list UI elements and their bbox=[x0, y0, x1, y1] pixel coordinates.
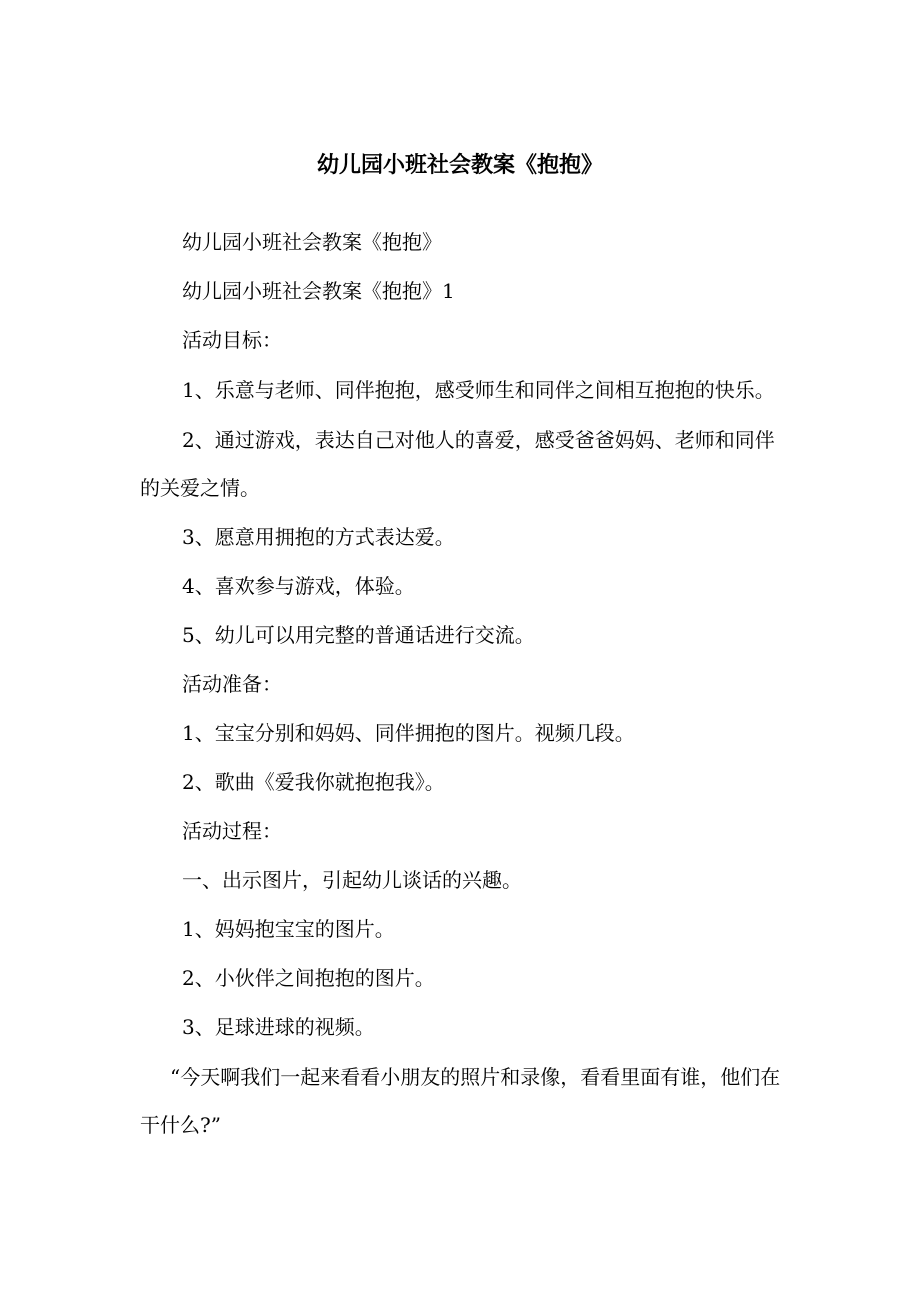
paragraph-goal-3: 3、愿意用拥抱的方式表达爱。 bbox=[182, 525, 455, 549]
paragraph-quote: “今天啊我们一起来看看小朋友的照片和录像，看看里面有谁，他们在干什么?” bbox=[140, 1065, 781, 1137]
paragraph-process-item-1: 1、妈妈抱宝宝的图片。 bbox=[182, 917, 395, 941]
paragraph-subtitle: 幼儿园小班社会教案《抱抱》 bbox=[182, 230, 442, 254]
paragraph-goal-4: 4、喜欢参与游戏，体验。 bbox=[182, 574, 415, 598]
paragraph-process-step-1: 一、出示图片，引起幼儿谈话的兴趣。 bbox=[182, 868, 522, 892]
paragraph-goal-1: 1、乐意与老师、同伴抱抱，感受师生和同伴之间相互抱抱的快乐。 bbox=[182, 378, 775, 402]
paragraph-process-item-3: 3、足球进球的视频。 bbox=[182, 1015, 375, 1039]
paragraph-goal-2: 2、通过游戏，表达自己对他人的喜爱，感受爸爸妈妈、老师和同伴的关爱之情。 bbox=[140, 428, 775, 500]
paragraph-prep-heading: 活动准备： bbox=[182, 672, 282, 696]
paragraph-goal-5: 5、幼儿可以用完整的普通话进行交流。 bbox=[182, 623, 535, 647]
paragraph-goals-heading: 活动目标： bbox=[182, 328, 282, 352]
document-title: 幼儿园小班社会教案《抱抱》 bbox=[316, 153, 603, 178]
document-body bbox=[140, 229, 782, 1161]
paragraph-prep-1: 1、宝宝分别和妈妈、同伴拥抱的图片。视频几段。 bbox=[182, 721, 635, 745]
paragraph-prep-2: 2、歌曲《爱我你就抱抱我》。 bbox=[182, 770, 445, 794]
paragraph-process-item-2: 2、小伙伴之间抱抱的图片。 bbox=[182, 966, 435, 990]
paragraph-section-heading: 幼儿园小班社会教案《抱抱》1 bbox=[182, 279, 455, 303]
paragraph-process-heading: 活动过程： bbox=[182, 819, 282, 843]
